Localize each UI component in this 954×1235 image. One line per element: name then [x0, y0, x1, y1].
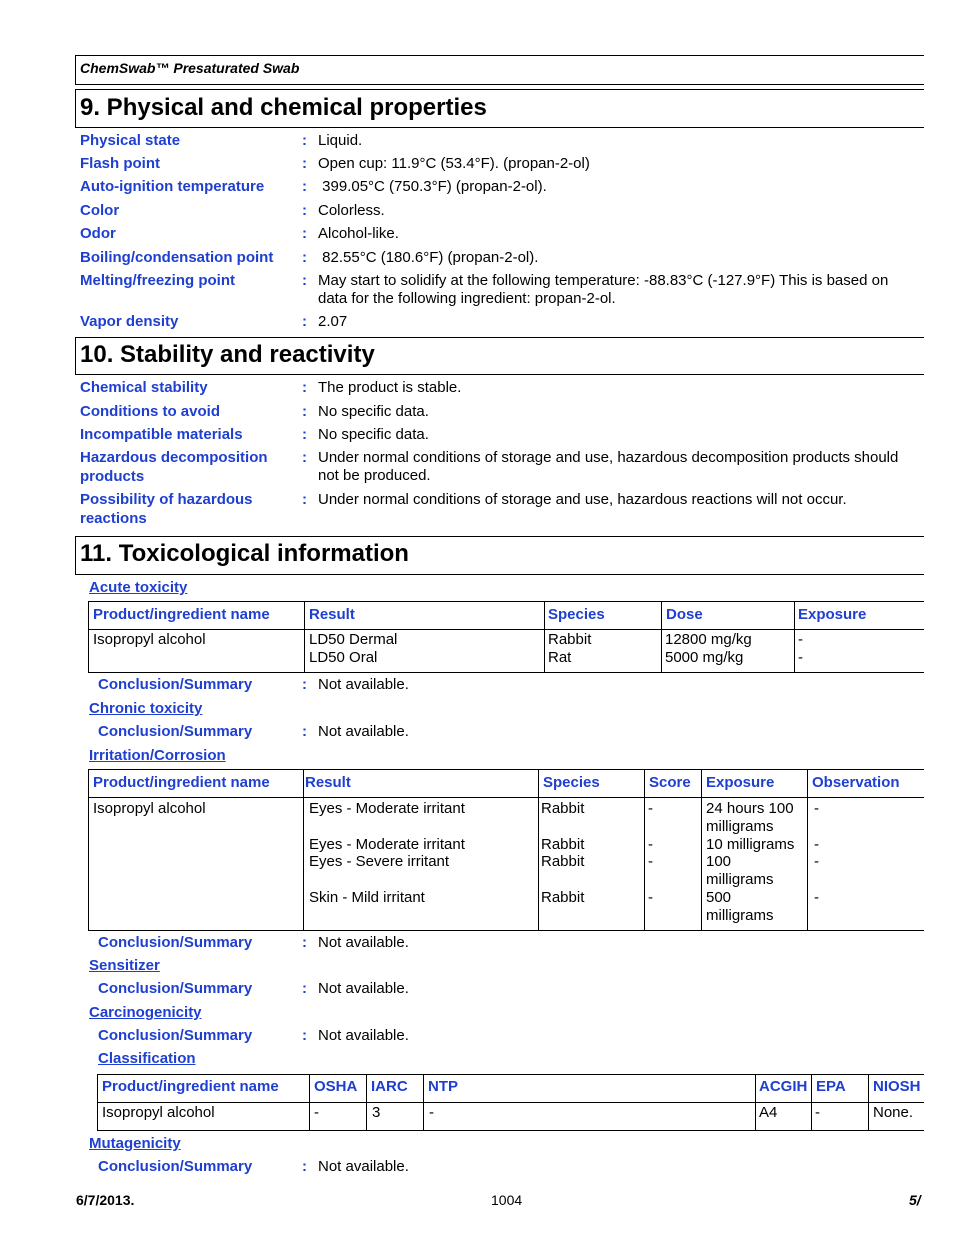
table-cell: Rabbit — [548, 631, 592, 648]
conclusion-label: Conclusion/Summary — [98, 723, 253, 740]
table-cell: 10 milligrams — [706, 836, 795, 853]
table-cell: Rabbit — [541, 889, 585, 906]
section-title: 11. Toxicological information — [80, 540, 409, 567]
table-cell: - — [648, 800, 653, 817]
table-cell: milligrams — [706, 871, 774, 888]
divider — [538, 769, 539, 931]
divider — [97, 1130, 924, 1131]
divider — [811, 1074, 812, 1131]
table-cell: - — [814, 800, 819, 817]
table-cell: - — [648, 889, 653, 906]
table-cell: Rat — [548, 649, 572, 666]
table-cell: Rabbit — [541, 800, 585, 817]
property-label: Auto-ignition temperature — [80, 178, 265, 195]
column-header: Observation — [812, 774, 900, 791]
conclusion-value: Not available. — [318, 676, 409, 693]
table-cell: 3 — [372, 1104, 381, 1121]
table-cell: milligrams — [706, 907, 774, 924]
divider — [75, 536, 924, 537]
table-cell: LD50 Dermal — [309, 631, 398, 648]
sensitizer-heading: Sensitizer — [89, 957, 160, 974]
irritation-corrosion-heading: Irritation/Corrosion — [89, 747, 226, 764]
divider — [75, 536, 76, 575]
divider — [755, 1074, 756, 1131]
property-value: 82.55°C (180.6°F) (propan-2-ol). — [318, 249, 539, 266]
table-cell: A4 — [759, 1104, 778, 1121]
acute-toxicity-heading: Acute toxicity — [89, 579, 188, 596]
divider — [75, 374, 924, 375]
property-value: Under normal conditions of storage and use, hazardous reactions will not occur. — [318, 491, 847, 508]
divider — [88, 769, 89, 931]
carcinogenicity-heading: Carcinogenicity — [89, 1004, 202, 1021]
divider — [97, 1074, 98, 1131]
table-cell: - — [798, 631, 803, 648]
table-cell: Rabbit — [541, 853, 585, 870]
property-value: 2.07 — [318, 313, 348, 330]
separator: : — [302, 202, 307, 219]
column-header: Species — [543, 774, 600, 791]
property-value: Colorless. — [318, 202, 385, 219]
separator: : — [302, 676, 307, 693]
divider — [88, 601, 89, 673]
classification-heading: Classification — [98, 1050, 196, 1067]
column-header: Product/ingredient name — [93, 774, 270, 791]
divider — [75, 55, 924, 56]
divider — [794, 601, 795, 673]
chronic-toxicity-heading: Chronic toxicity — [89, 700, 203, 717]
conclusion-label: Conclusion/Summary — [98, 1027, 253, 1044]
divider — [309, 1074, 310, 1131]
column-header: NTP — [428, 1078, 458, 1095]
conclusion-value: Not available. — [318, 980, 409, 997]
divider — [97, 1102, 924, 1103]
separator: : — [302, 155, 307, 172]
separator: : — [302, 723, 307, 740]
property-label: Boiling/condensation point — [80, 249, 274, 266]
conclusion-label: Conclusion/Summary — [98, 934, 253, 951]
footer-date: 6/7/2013. — [76, 1192, 135, 1208]
table-cell: - — [814, 853, 819, 870]
separator: : — [302, 313, 307, 330]
property-label: Chemical stability — [80, 379, 208, 396]
table-cell: - — [429, 1104, 434, 1121]
property-value-continued: data for the following ingredient: propan-2-ol. — [318, 290, 616, 307]
divider — [644, 769, 645, 931]
table-cell: Isopropyl alcohol — [93, 631, 206, 648]
divider — [88, 672, 924, 673]
divider — [75, 337, 76, 375]
section-title: 10. Stability and reactivity — [80, 341, 375, 368]
mutagenicity-heading: Mutagenicity — [89, 1135, 181, 1152]
divider — [88, 629, 924, 630]
conclusion-value: Not available. — [318, 934, 409, 951]
property-label: Incompatible materials — [80, 426, 243, 443]
property-value-continued: not be produced. — [318, 467, 431, 484]
column-header: Product/ingredient name — [93, 606, 270, 623]
column-header: OSHA — [314, 1078, 358, 1095]
divider — [88, 930, 924, 931]
divider — [75, 55, 76, 85]
divider — [544, 601, 545, 673]
table-cell: 24 hours 100 — [706, 800, 794, 817]
table-cell: 100 — [706, 853, 732, 870]
divider — [75, 84, 924, 85]
divider — [75, 127, 924, 128]
property-value: Liquid. — [318, 132, 363, 149]
property-value: Open cup: 11.9°C (53.4°F). (propan-2-ol) — [318, 155, 590, 172]
divider — [807, 769, 808, 931]
property-value: Alcohol-like. — [318, 225, 399, 242]
property-label: Hazardous decomposition — [80, 449, 268, 466]
column-header: NIOSH — [873, 1078, 921, 1095]
table-cell: - — [814, 889, 819, 906]
table-cell: - — [648, 853, 653, 870]
table-cell: Skin - Mild irritant — [309, 889, 425, 906]
conclusion-value: Not available. — [318, 723, 409, 740]
separator: : — [302, 272, 307, 289]
conclusion-label: Conclusion/Summary — [98, 1158, 253, 1175]
table-cell: Eyes - Moderate irritant — [309, 800, 465, 817]
divider — [75, 89, 76, 128]
separator: : — [302, 426, 307, 443]
table-cell: - — [798, 649, 803, 666]
table-cell: 5000 mg/kg — [665, 649, 744, 666]
column-header: ACGIH — [759, 1078, 808, 1095]
table-cell: 12800 mg/kg — [665, 631, 752, 648]
property-value: The product is stable. — [318, 379, 462, 396]
column-header: Species — [548, 606, 605, 623]
property-value: Under normal conditions of storage and use, hazardous decomposition products should — [318, 449, 899, 466]
column-header: Dose — [666, 606, 703, 623]
divider — [75, 574, 924, 575]
table-cell: LD50 Oral — [309, 649, 378, 666]
separator: : — [302, 1027, 307, 1044]
table-cell: None. — [873, 1104, 914, 1121]
property-label: Color — [80, 202, 120, 219]
column-header: Score — [649, 774, 691, 791]
property-label-continued: products — [80, 468, 145, 485]
conclusion-value: Not available. — [318, 1027, 409, 1044]
property-label: Flash point — [80, 155, 160, 172]
divider — [366, 1074, 367, 1131]
column-header: EPA — [816, 1078, 846, 1095]
column-header: Product/ingredient name — [102, 1078, 279, 1095]
page-number: 5/ — [909, 1192, 921, 1208]
separator: : — [302, 178, 307, 195]
separator: : — [302, 491, 307, 508]
property-label: Odor — [80, 225, 116, 242]
divider — [88, 797, 924, 798]
separator: : — [302, 403, 307, 420]
property-label: Vapor density — [80, 313, 179, 330]
table-cell: Eyes - Moderate irritant — [309, 836, 465, 853]
separator: : — [302, 249, 307, 266]
table-cell: - — [814, 836, 819, 853]
conclusion-value: Not available. — [318, 1158, 409, 1175]
property-value: 399.05°C (750.3°F) (propan-2-ol). — [318, 178, 547, 195]
table-cell: Rabbit — [541, 836, 585, 853]
column-header: Exposure — [798, 606, 867, 623]
section-title: 9. Physical and chemical properties — [80, 94, 487, 121]
property-value: No specific data. — [318, 426, 429, 443]
separator: : — [302, 934, 307, 951]
product-name: ChemSwab™ Presaturated Swab — [80, 60, 300, 76]
table-cell: - — [314, 1104, 319, 1121]
conclusion-label: Conclusion/Summary — [98, 676, 253, 693]
divider — [75, 89, 924, 90]
column-header: IARC — [371, 1078, 408, 1095]
column-header: Result — [305, 774, 351, 791]
divider — [303, 769, 304, 931]
property-value: May start to solidify at the following temperature: -88.83°C (-127.9°F) This is based on — [318, 272, 889, 289]
conclusion-label: Conclusion/Summary — [98, 980, 253, 997]
table-cell: milligrams — [706, 818, 774, 835]
property-label-continued: reactions — [80, 510, 147, 527]
footer-code: 1004 — [491, 1192, 523, 1208]
property-label: Conditions to avoid — [80, 403, 220, 420]
divider — [423, 1074, 424, 1131]
property-label: Melting/freezing point — [80, 272, 235, 289]
separator: : — [302, 980, 307, 997]
property-value: No specific data. — [318, 403, 429, 420]
separator: : — [302, 225, 307, 242]
divider — [868, 1074, 869, 1131]
property-label: Possibility of hazardous — [80, 491, 253, 508]
divider — [701, 769, 702, 931]
table-cell: - — [815, 1104, 820, 1121]
table-cell: 500 — [706, 889, 732, 906]
divider — [88, 769, 924, 770]
table-cell: - — [648, 836, 653, 853]
divider — [88, 601, 924, 602]
separator: : — [302, 132, 307, 149]
divider — [75, 337, 924, 338]
separator: : — [302, 449, 307, 466]
separator: : — [302, 379, 307, 396]
column-header: Result — [309, 606, 355, 623]
divider — [661, 601, 662, 673]
table-cell: Eyes - Severe irritant — [309, 853, 450, 870]
table-cell: Isopropyl alcohol — [102, 1104, 215, 1121]
separator: : — [302, 1158, 307, 1175]
divider — [97, 1074, 924, 1075]
divider — [304, 601, 305, 673]
column-header: Exposure — [706, 774, 775, 791]
property-label: Physical state — [80, 132, 181, 149]
table-cell: Isopropyl alcohol — [93, 800, 206, 817]
